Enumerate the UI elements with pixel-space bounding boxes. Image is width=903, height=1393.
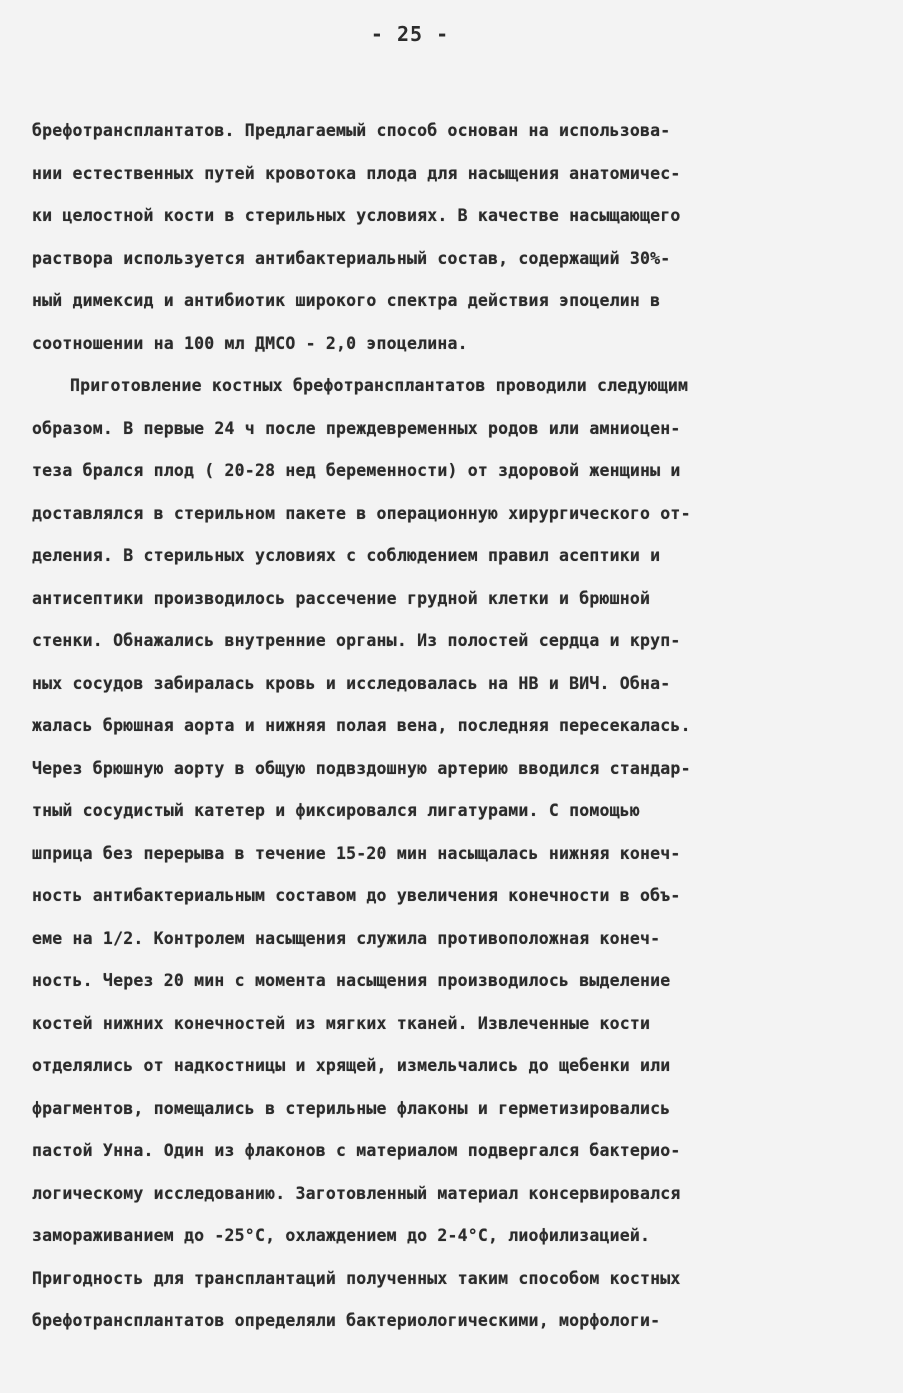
text-line: ность антибактериальным составом до увеличения конечности в объ- (32, 886, 681, 905)
text-line: доставлялся в стерильном пакете в операционную хирургического от- (32, 503, 691, 523)
text-line: шприца без перерыва в течение 15-20 мин насыщалась нижняя конеч- (32, 843, 681, 863)
text-line: брефотрансплантатов определяли бактериологическими, морфологи- (32, 1311, 661, 1330)
text-line: соотношении на 100 мл ДМСО - 2,0 эпоцелина. (32, 333, 468, 353)
text-line: теза брался плод ( 20-28 нед беременности) от здоровой женщины и (32, 461, 681, 480)
text-line: замораживанием до -25°С, охлаждением до 2-4°С, лиофилизацией. (32, 1226, 651, 1245)
body-text (32, 110, 867, 1343)
text-line: антисептики производилось рассечение грудной клетки и брюшной (32, 588, 651, 608)
text-line: раствора используется антибактериальный состав, содержащий 30%- (32, 248, 671, 268)
text-line: ный димексид и антибиотик широкого спектра действия эпоцелин в (32, 291, 661, 310)
text-line: стенки. Обнажались внутренние органы. Из полостей сердца и круп- (32, 631, 681, 650)
text-line: тный сосудистый катетер и фиксировался лигатурами. С помощью (32, 801, 641, 820)
text-line: фрагментов, помещались в стерильные флаконы и герметизировались (32, 1098, 671, 1118)
text-line: пастой Унна. Один из флаконов с материалом подвергался бактерио- (32, 1141, 681, 1160)
text-line: ных сосудов забиралась кровь и исследовалась на HB и ВИЧ. Обна- (32, 673, 671, 693)
text-line: ки целостной кости в стерильных условиях. В качестве насыщающего (32, 206, 681, 225)
text-line: Пригодность для трансплантаций полученных таким способом костных (32, 1268, 681, 1288)
text-line: костей нижних конечностей из мягких тканей. Извлеченные кости (32, 1013, 651, 1033)
text-line: отделялись от надкостницы и хрящей, измельчались до щебенки или (32, 1056, 671, 1075)
text-line: Приготовление костных брефотрансплантатов проводили следующим (70, 376, 689, 395)
text-line: ность. Через 20 мин с момента насыщения производилось выделение (32, 971, 671, 990)
text-line: жалась брюшная аорта и нижняя полая вена, последняя пересекалась. (32, 716, 691, 735)
page-number: - 25 - (370, 22, 450, 46)
text-line: деления. В стерильных условиях с соблюдением правил асептики и (32, 546, 661, 565)
text-line: нии естественных путей кровотока плода для насыщения анатомичес- (32, 163, 681, 183)
text-line: образом. В первые 24 ч после преждевременных родов или амниоцен- (32, 418, 681, 438)
text-line: брефотрансплантатов. Предлагаемый способ основан на использова- (32, 121, 671, 140)
text-line: логическому исследованию. Заготовленный материал консервировался (32, 1183, 681, 1203)
text-line: Через брюшную аорту в общую подвздошную артерию вводился стандар- (32, 758, 691, 778)
text-line: еме на 1/2. Контролем насыщения служила противоположная конеч- (32, 928, 661, 948)
